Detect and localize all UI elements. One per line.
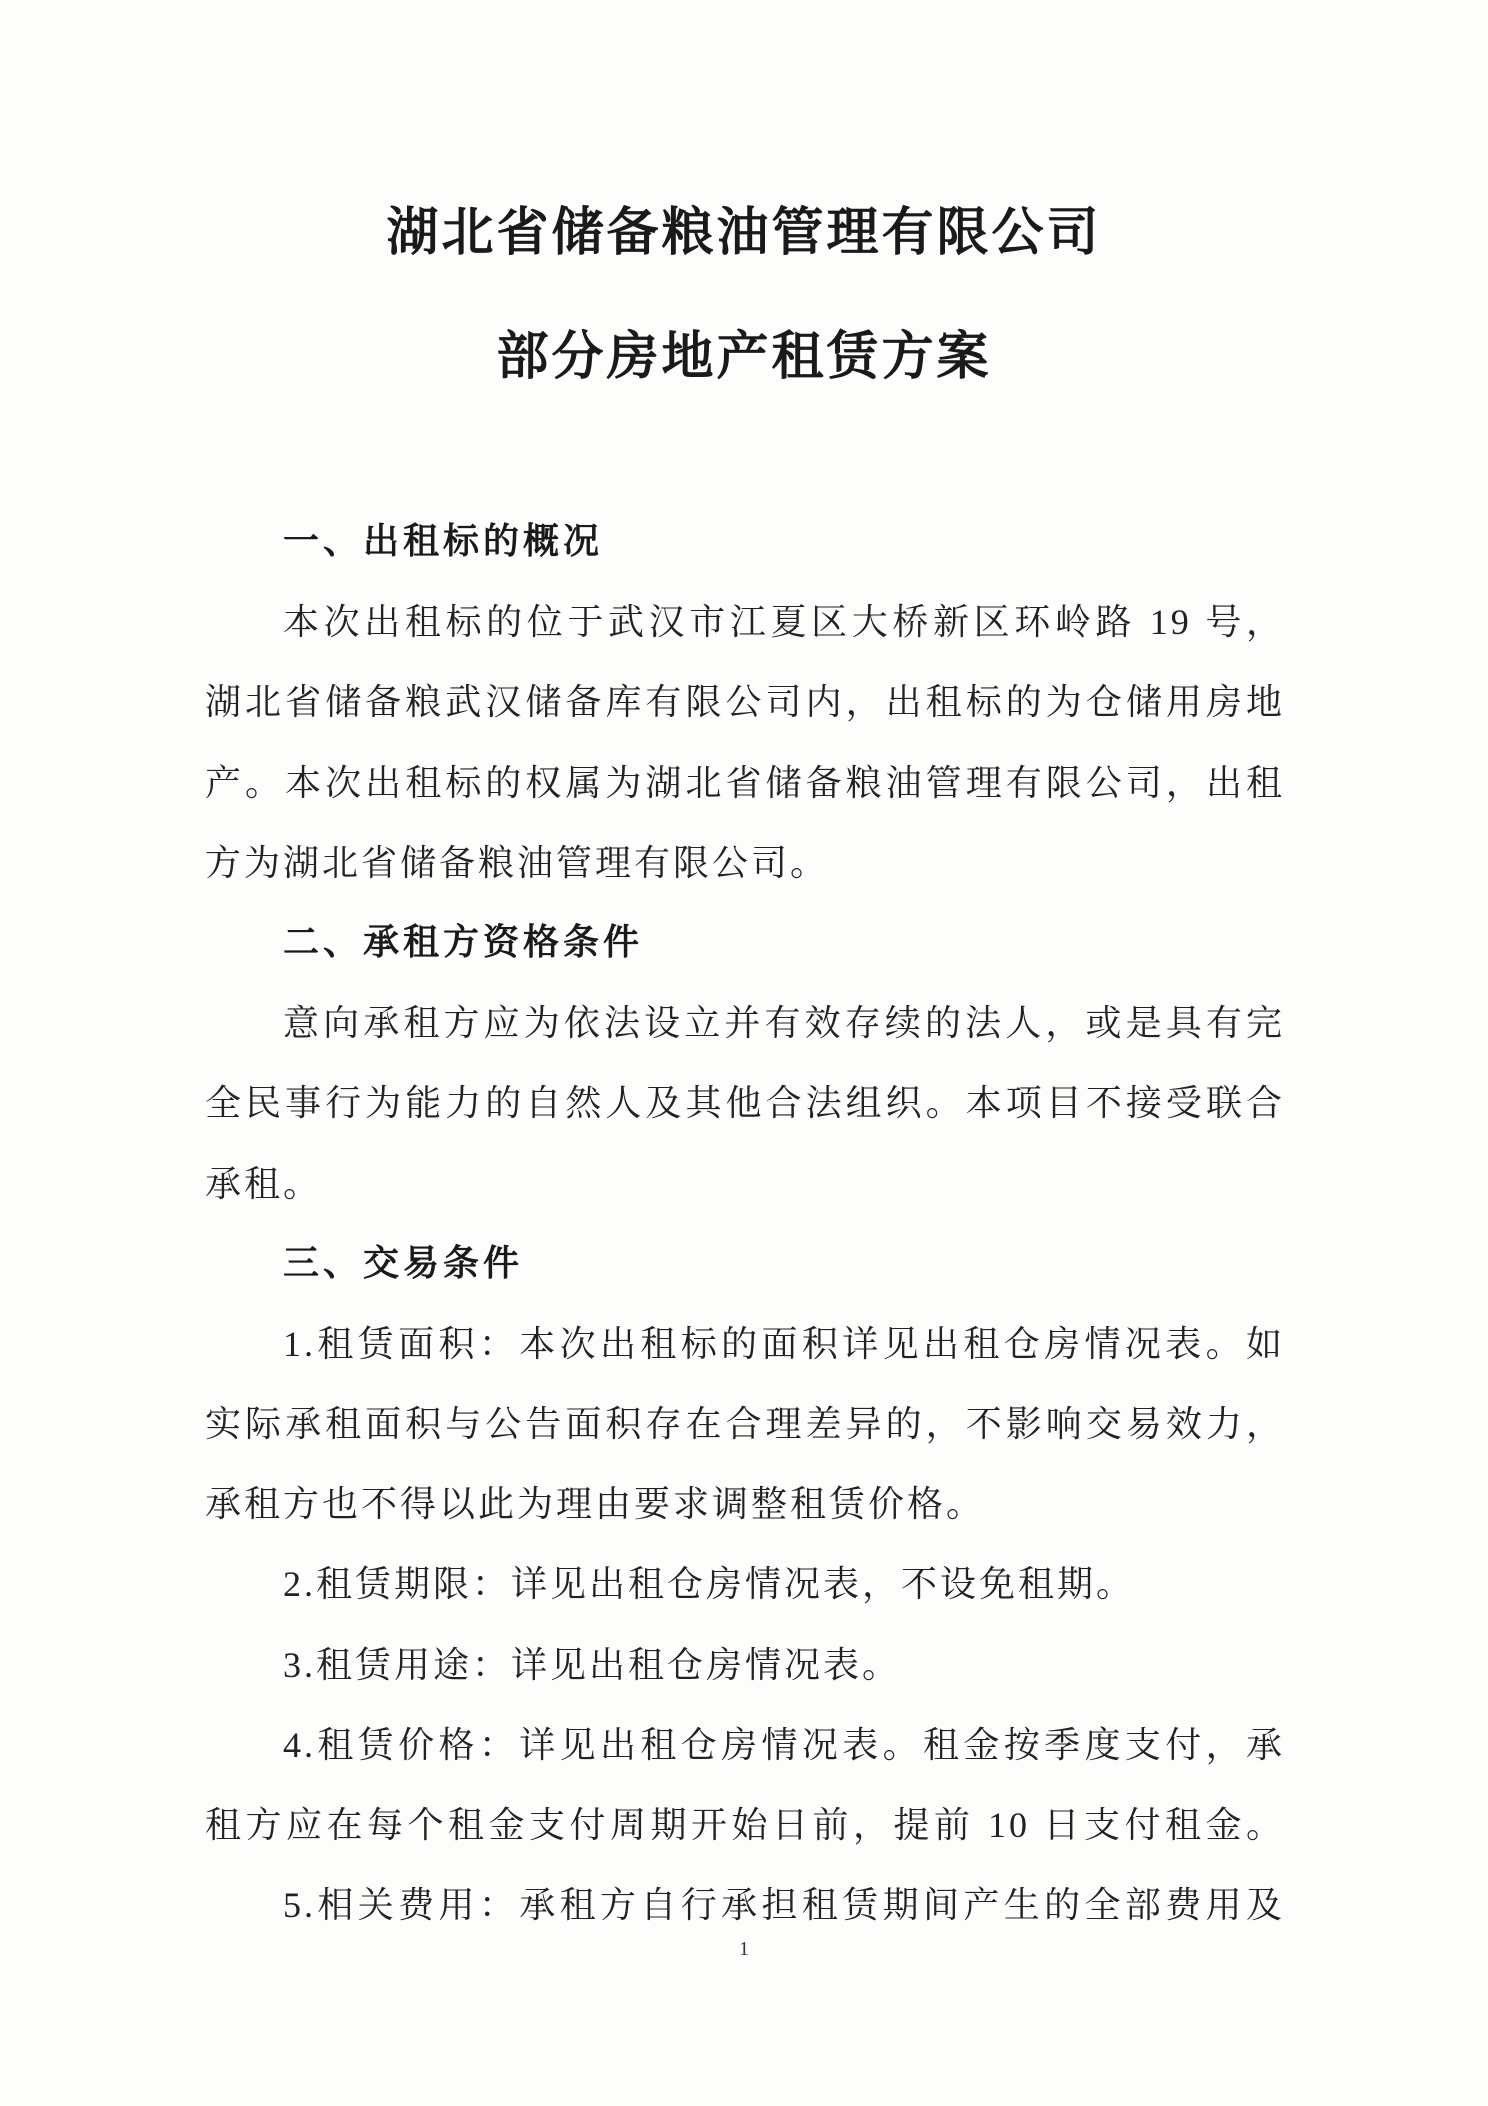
list-item-line: 5.相关费用：承租方自行承担租赁期间产生的全部费用及 (283, 1885, 1285, 1926)
list-item-lease-term (205, 1544, 1285, 1624)
list-item-line: 2.租赁期限：详见出租仓房情况表，不设免租期。 (283, 1564, 1136, 1605)
section-heading-transaction-terms: 三、交易条件 (283, 1242, 524, 1284)
document-title-line-2: 部分房地产租赁方案 (496, 326, 992, 387)
paragraph-line: 本次出租标的位于武汉市江夏区大桥新区环岭路 19 号， (283, 602, 1285, 643)
section-lessee-qualifications (205, 903, 1285, 1224)
paragraph-line: 湖北省储备粮武汉储备库有限公司内，出租标的为仓储用房地 (205, 682, 1285, 723)
list-item-line: 承租方也不得以此为理由要求调整租赁价格。 (205, 1484, 986, 1525)
list-item-line: 实际承租面积与公告面积存在合理差异的，不影响交易效力， (205, 1404, 1285, 1445)
paragraph-line: 意向承租方应为依法设立并有效存续的法人，或是具有完 (283, 1003, 1285, 1044)
paragraph-line: 全民事行为能力的自然人及其他合法组织。本项目不接受联合 (205, 1083, 1285, 1124)
list-item-line: 租方应在每个租金支付周期开始日前，提前 10 日支付租金。 (205, 1805, 1285, 1845)
list-item-related-fees (205, 1865, 1285, 1945)
section-overview (205, 502, 1285, 903)
section-heading-overview: 一、出租标的概况 (283, 521, 604, 562)
list-item-lease-price (205, 1705, 1285, 1865)
list-item-line: 4.租赁价格：详见出租仓房情况表。租金按季度支付，承 (283, 1724, 1285, 1765)
document-body (205, 502, 1285, 1945)
paragraph-line: 承租。 (205, 1163, 323, 1204)
list-item-line: 3.租赁用途：详见出租仓房情况表。 (283, 1644, 902, 1685)
section-transaction-terms (205, 1224, 1285, 1946)
list-item-rental-area (205, 1304, 1285, 1545)
list-item-lease-purpose (205, 1625, 1285, 1705)
document-title-line-1: 湖北省储备粮油管理有限公司 (386, 202, 1102, 263)
paragraph-line: 产。本次出租标的权属为湖北省储备粮油管理有限公司，出租 (205, 762, 1285, 803)
paragraph-line: 方为湖北省储备粮油管理有限公司。 (205, 842, 830, 883)
page-number: 1 (739, 1938, 749, 1960)
section-heading-lessee-qualifications: 二、承租方资格条件 (283, 921, 644, 963)
list-item-line: 1.租赁面积：本次出租标的面积详见出租仓房情况表。如 (283, 1323, 1285, 1364)
